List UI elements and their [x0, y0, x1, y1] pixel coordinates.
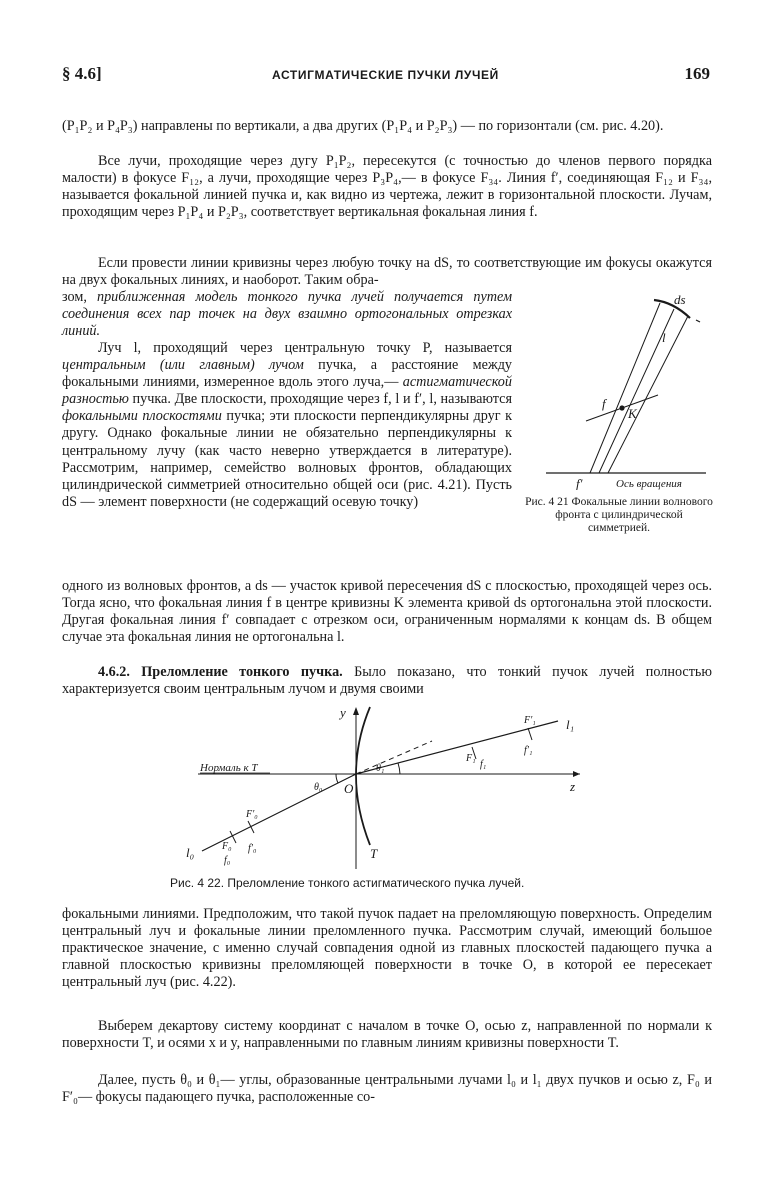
label-z: z: [570, 779, 576, 794]
p4-part-c: пучка. Две плоскости, проходящие через f, l и f′, l, называются: [128, 391, 512, 408]
p4-term-focal-planes: фокальными плоскостями: [62, 408, 222, 425]
running-title: АСТИГМАТИЧЕСКИЕ ПУЧКИ ЛУЧЕЙ: [272, 68, 499, 82]
normal-right: [608, 316, 688, 473]
surface-T: [356, 707, 370, 845]
caption-fig-4-22: Рис. 4 22. Преломление тонкого астигматического пучка лучей.: [170, 876, 525, 890]
caption-fig-4-21: Рис. 4 21 Фокальные линии волнового фронта с цилиндрической симметрией.: [525, 496, 713, 534]
label-f1: f₁: [480, 759, 487, 770]
paragraph-6: Выберем декартову систему координат с началом в точке O, осью z, направленной по нормали к поверхности T, и осями x и y, направленными по главным линиям кривизны поверхности T.: [62, 1018, 712, 1052]
label-theta1: θ₁: [376, 763, 385, 774]
p4-part-b: пучка, а расстояние между фокальными линиями, измеренное вдоль этого луча,—: [62, 357, 513, 391]
label-F1prime: F′₁: [524, 715, 536, 726]
label-axis: Ось вращения: [616, 478, 682, 490]
figure-4-22: [170, 703, 610, 869]
normal-left: [590, 303, 660, 473]
paragraph-4: [62, 340, 512, 511]
paragraph-3: Если провести линии кривизны через любую точку на dS, то соответствующие им фокусы окажутся на двух фокальных линиях, и наоборот. Таким обра-: [62, 255, 712, 289]
label-f: f: [602, 396, 606, 411]
tick-F1p: [528, 728, 532, 740]
paragraph-5: фокальными линиями. Предположим, что такой пучок падает на преломляющую поверхность. Определим центральный луч и фокальные линии преломленного пучка. Рассмотрим случай, имеющий большое практическое значение, с именно случай совпадения одной из главных плоскостей падающего пучка а главной плоскостью кривизны преломляющей поверхности в точке O, в которой ее пересекает центральный луч (рис. 4.22).: [62, 906, 712, 991]
page-number: 169: [684, 64, 710, 83]
label-f0prime: f′₀: [248, 843, 257, 854]
label-theta0: θ₀: [314, 782, 323, 793]
paragraph-7: Далее, пусть θ₀ и θ₁— углы, образованные центральными лучами l₀ и l₁ двух пучков и осью z, F₀ и F′₀— фокусы падающего пучка, расположенные со-: [62, 1072, 712, 1106]
label-l: l: [662, 330, 666, 345]
label-normal: Нормаль к T: [200, 762, 258, 774]
z-axis-arrow: [573, 771, 580, 777]
section-text: Было показано, что тонкий пучок лучей полностью характеризуется своим центральным лучом и двумя своими: [62, 664, 712, 698]
label-F0prime: F′₀: [246, 809, 258, 820]
p4-term-central-ray: центральным (или главным) лучом: [62, 357, 304, 374]
paragraph-3-continued: [62, 289, 512, 340]
running-header: [62, 64, 712, 88]
label-O: O: [344, 781, 354, 796]
p3-plain: зом,: [62, 289, 97, 305]
y-axis-arrow: [353, 707, 359, 715]
p4-part-a: Луч l, проходящий через центральную точку P, называется: [98, 340, 512, 356]
focal-line-f: [586, 395, 658, 421]
label-F1: F₁: [466, 753, 476, 764]
paragraph-2: Все лучи, проходящие через дугу P₁P₂, пересекутся (с точностью до членов первого порядка малости) в фокусе F₁₂, а лучи, проходящие через P₃P₄,— в фокусе F₃₄. Линия f′, соединяющая F₁₂ и F₃₄, называется фокальной линией пучка и, как видно из чертежа, лежит в горизонтальной плоскости. Лучам, проходящим через P₁P₄ и P₂P₃, соответствует вертикальная фокальная линия f.: [62, 153, 712, 221]
paragraph-4-continued: одного из волновых фронтов, а ds — участок кривой пересечения dS с плоскостью, проходящей через ось. Тогда ясно, что фокальная линия f в центре кривизны K элемента кривой ds ортогональна этой плоскости. Другая фокальная линия f′ совпадает с отрезком оси, ограниченным нормалями к концам ds. В общем случае эта фокальная линия не ортогональна l.: [62, 578, 712, 646]
label-l0: l₀: [186, 845, 195, 860]
label-K: K: [628, 406, 637, 421]
angle-theta0-arc: [336, 774, 338, 783]
label-fprime: f′: [576, 476, 583, 490]
p4-part-d: пучка; эти плоскости перпендикулярны друг к другу. Однако фокальные линии не обязательно перпендикулярны к центральному лучу (как часто неверно утверждается в литературе). Рассмотрим, например, семейство волновых фронтов, обладающих цилиндрической симметрией относительно общей оси (рис. 4.21). Пусть dS — элемент поверхности (не содержащий осевую точку): [62, 408, 512, 510]
wavefront-tick: [696, 320, 700, 322]
section-4-6-2: [62, 664, 712, 698]
incident-ray-l0: [202, 774, 356, 851]
section-number: § 4.6]: [62, 64, 102, 83]
label-f1prime: f′₁: [524, 745, 533, 756]
label-f0: f₀: [224, 855, 231, 866]
section-heading: 4.6.2. Преломление тонкого пучка.: [98, 664, 343, 680]
label-T: T: [370, 846, 378, 861]
p3-emphasis: приближенная модель тонкого пучка лучей получается путем соединения всех пар точек на двух взаимно ортогональных отрезках линий.: [62, 289, 513, 340]
paragraph-1: (P₁P₂ и P₄P₃) направлены по вертикали, а два других (P₁P₄ и P₂P₃) — по горизонтали (см. рис. 4.20).: [62, 118, 664, 134]
p4-term-astigmatic-difference: астигматической разностью: [62, 374, 512, 408]
label-ds: ds: [674, 292, 686, 307]
figure-4-21: [528, 290, 718, 490]
label-y: y: [340, 705, 346, 720]
angle-theta1-arc: [398, 763, 400, 774]
label-F0: F₀: [222, 841, 232, 852]
label-l1: l₁: [566, 717, 575, 732]
